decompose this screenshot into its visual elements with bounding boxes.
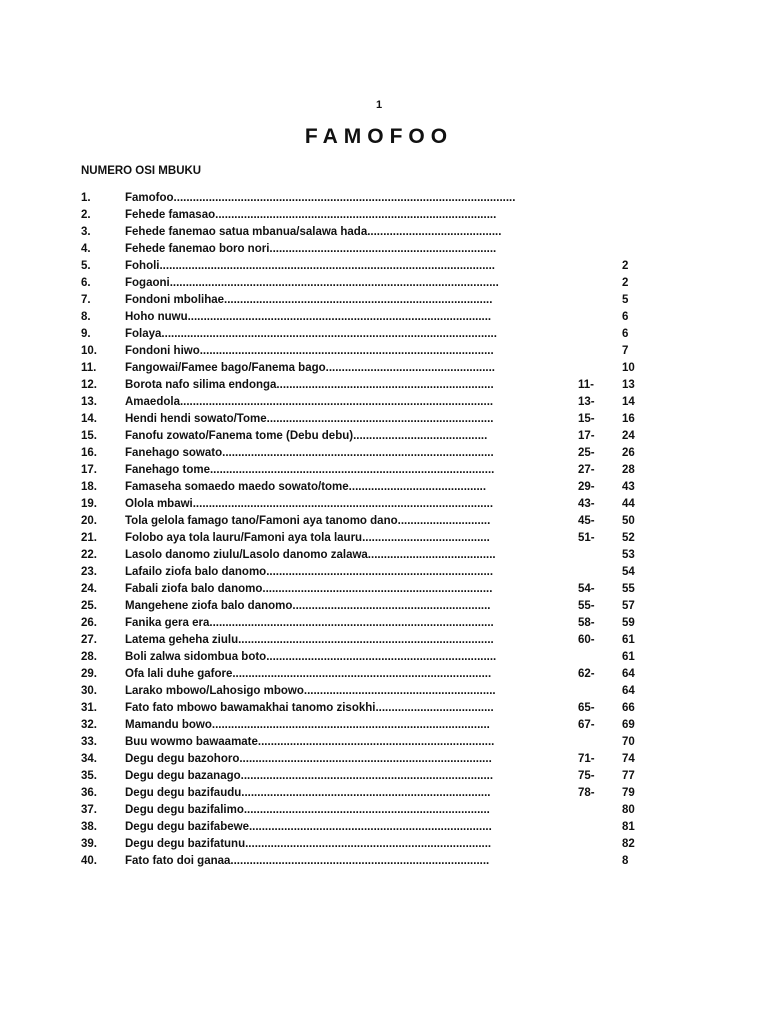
toc-entry-text: Tola gelola famago tano/Famoni aya tanomo dano............................. xyxy=(125,515,491,527)
toc-row xyxy=(0,768,768,785)
toc-number: 3. xyxy=(81,226,91,238)
toc-page-start: 13- xyxy=(578,396,595,408)
toc-entry-text: Lasolo danomo ziulu/Lasolo danomo zalawa........................................ xyxy=(125,549,496,561)
toc-row xyxy=(0,615,768,632)
toc-page-start: 71- xyxy=(578,753,595,765)
toc-entry-text: Ofa lali duhe gafore................................................................................. xyxy=(125,668,492,680)
toc-entry-text: Degu degu bazanago............................................................................... xyxy=(125,770,494,782)
toc-number: 14. xyxy=(81,413,97,425)
toc-entry-text: Hoho nuwu............................................................................................... xyxy=(125,311,492,323)
toc-entry-text: Hendi hendi sowato/Tome....................................................................... xyxy=(125,413,494,425)
toc-entry-text: Boli zalwa sidombua boto........................................................................ xyxy=(125,651,497,663)
toc-row xyxy=(0,530,768,547)
toc-number: 28. xyxy=(81,651,97,663)
toc-page-start: 60- xyxy=(578,634,595,646)
toc-page-end: 82 xyxy=(622,838,635,850)
toc-number: 22. xyxy=(81,549,97,561)
toc-row xyxy=(0,479,768,496)
toc-row xyxy=(0,785,768,802)
toc-page-start: 67- xyxy=(578,719,595,731)
toc-row xyxy=(0,207,768,224)
toc-page-end: 54 xyxy=(622,566,635,578)
toc-page-end: 2 xyxy=(622,260,629,272)
toc-number: 9. xyxy=(81,328,91,340)
toc-page-end: 77 xyxy=(622,770,635,782)
toc-page-end: 61 xyxy=(622,634,635,646)
toc-row xyxy=(0,853,768,870)
toc-page-end: 61 xyxy=(622,651,635,663)
table-of-contents xyxy=(0,190,768,870)
toc-page-start: 27- xyxy=(578,464,595,476)
toc-entry-text: Latema geheha ziulu................................................................................ xyxy=(125,634,494,646)
toc-page-end: 57 xyxy=(622,600,635,612)
toc-number: 29. xyxy=(81,668,97,680)
toc-row xyxy=(0,513,768,530)
toc-number: 17. xyxy=(81,464,97,476)
toc-page-end: 5 xyxy=(622,294,629,306)
toc-page-end: 16 xyxy=(622,413,635,425)
toc-row xyxy=(0,819,768,836)
toc-row xyxy=(0,360,768,377)
toc-row xyxy=(0,224,768,241)
toc-number: 35. xyxy=(81,770,97,782)
toc-entry-text: Olola mbawi.............................................................................................. xyxy=(125,498,494,510)
toc-entry-text: Folaya......................................................................................................... xyxy=(125,328,497,340)
toc-number: 40. xyxy=(81,855,97,867)
toc-entry-text: Buu wowmo bawaamate.......................................................................... xyxy=(125,736,495,748)
toc-entry-text: Lafailo ziofa balo danomo....................................................................... xyxy=(125,566,494,578)
toc-number: 2. xyxy=(81,209,91,221)
toc-entry-text: Fehede famasao........................................................................................ xyxy=(125,209,497,221)
toc-page-end: 6 xyxy=(622,311,629,323)
toc-row xyxy=(0,292,768,309)
toc-page-start: 51- xyxy=(578,532,595,544)
toc-page-end: 66 xyxy=(622,702,635,714)
toc-row xyxy=(0,666,768,683)
toc-row xyxy=(0,309,768,326)
toc-page-end: 26 xyxy=(622,447,635,459)
toc-row xyxy=(0,632,768,649)
toc-page-end: 50 xyxy=(622,515,635,527)
toc-page-end: 69 xyxy=(622,719,635,731)
toc-page-start: 15- xyxy=(578,413,595,425)
toc-number: 5. xyxy=(81,260,91,272)
toc-page-start: 65- xyxy=(578,702,595,714)
toc-row xyxy=(0,751,768,768)
toc-entry-text: Famofoo........................................................................................................... xyxy=(125,192,516,204)
toc-entry-text: Fanika gera era......................................................................................... xyxy=(125,617,494,629)
toc-page-end: 74 xyxy=(622,753,635,765)
toc-page-end: 44 xyxy=(622,498,635,510)
toc-row xyxy=(0,258,768,275)
toc-page-start: 29- xyxy=(578,481,595,493)
toc-number: 7. xyxy=(81,294,91,306)
toc-number: 27. xyxy=(81,634,97,646)
toc-entry-text: Fato fato mbowo bawamakhai tanomo zisokhi..................................... xyxy=(125,702,494,714)
toc-entry-text: Fondoni hiwo............................................................................................ xyxy=(125,345,494,357)
toc-entry-text: Fato fato doi ganaa................................................................................. xyxy=(125,855,490,867)
toc-page-start: 11- xyxy=(578,379,594,391)
toc-row xyxy=(0,836,768,853)
toc-row xyxy=(0,649,768,666)
toc-page-end: 52 xyxy=(622,532,635,544)
toc-entry-text: Degu degu bazohoro............................................................................... xyxy=(125,753,492,765)
toc-page-end: 43 xyxy=(622,481,635,493)
toc-entry-text: Fogaoni....................................................................................................... xyxy=(125,277,499,289)
toc-page-start: 75- xyxy=(578,770,595,782)
toc-row xyxy=(0,241,768,258)
toc-entry-text: Borota nafo silima endonga.................................................................... xyxy=(125,379,494,391)
toc-entry-text: Fanofu zowato/Fanema tome (Debu debu).......................................... xyxy=(125,430,488,442)
toc-entry-text: Folobo aya tola lauru/Famoni aya tola lauru........................................ xyxy=(125,532,490,544)
toc-number: 11. xyxy=(81,362,97,374)
toc-row xyxy=(0,190,768,207)
toc-page-end: 14 xyxy=(622,396,635,408)
toc-number: 36. xyxy=(81,787,97,799)
toc-row xyxy=(0,275,768,292)
toc-number: 26. xyxy=(81,617,97,629)
toc-entry-text: Degu degu bazifaudu.............................................................................. xyxy=(125,787,491,799)
toc-page-start: 43- xyxy=(578,498,595,510)
toc-page-start: 45- xyxy=(578,515,595,527)
toc-number: 37. xyxy=(81,804,97,816)
toc-page-start: 54- xyxy=(578,583,595,595)
toc-page-end: 24 xyxy=(622,430,635,442)
toc-page-end: 81 xyxy=(622,821,635,833)
toc-number: 30. xyxy=(81,685,97,697)
toc-entry-text: Degu degu bazifabewe............................................................................ xyxy=(125,821,492,833)
toc-entry-text: Fehede fanemao boro nori....................................................................... xyxy=(125,243,497,255)
toc-row xyxy=(0,445,768,462)
toc-number: 21. xyxy=(81,532,97,544)
toc-number: 25. xyxy=(81,600,97,612)
toc-page-start: 78- xyxy=(578,787,595,799)
toc-entry-text: Degu degu bazifatunu............................................................................. xyxy=(125,838,492,850)
toc-row xyxy=(0,581,768,598)
toc-entry-text: Mangehene ziofa balo danomo.............................................................. xyxy=(125,600,491,612)
toc-number: 4. xyxy=(81,243,91,255)
toc-page-end: 79 xyxy=(622,787,635,799)
toc-entry-text: Fanehago tome......................................................................................... xyxy=(125,464,495,476)
toc-page-end: 64 xyxy=(622,685,635,697)
toc-row xyxy=(0,462,768,479)
toc-entry-text: Degu degu bazifalimo............................................................................. xyxy=(125,804,490,816)
toc-row xyxy=(0,411,768,428)
toc-number: 15. xyxy=(81,430,97,442)
toc-number: 16. xyxy=(81,447,97,459)
toc-page-start: 58- xyxy=(578,617,595,629)
toc-row xyxy=(0,377,768,394)
toc-page-start: 55- xyxy=(578,600,595,612)
toc-number: 18. xyxy=(81,481,97,493)
toc-page-end: 13 xyxy=(622,379,635,391)
toc-entry-text: Fabali ziofa balo danomo........................................................................ xyxy=(125,583,493,595)
toc-entry-text: Fanehago sowato..................................................................................... xyxy=(125,447,494,459)
toc-row xyxy=(0,343,768,360)
toc-page-start: 17- xyxy=(578,430,595,442)
toc-row xyxy=(0,428,768,445)
toc-number: 39. xyxy=(81,838,97,850)
toc-number: 32. xyxy=(81,719,97,731)
toc-number: 24. xyxy=(81,583,97,595)
toc-entry-text: Amaedola.................................................................................................. xyxy=(125,396,494,408)
toc-number: 13. xyxy=(81,396,97,408)
page-title: FAMOFOO xyxy=(304,125,454,148)
toc-entry-text: Larako mbowo/Lahosigo mbowo............................................................ xyxy=(125,685,496,697)
toc-page-start: 62- xyxy=(578,668,595,680)
toc-number: 19. xyxy=(81,498,97,510)
toc-entry-text: Fondoni mbolihae.................................................................................... xyxy=(125,294,493,306)
toc-row xyxy=(0,326,768,343)
toc-number: 10. xyxy=(81,345,97,357)
toc-page-start: 25- xyxy=(578,447,595,459)
toc-entry-text: Mamandu bowo....................................................................................... xyxy=(125,719,490,731)
toc-page-end: 7 xyxy=(622,345,629,357)
toc-number: 38. xyxy=(81,821,97,833)
toc-page-end: 2 xyxy=(622,277,629,289)
toc-number: 34. xyxy=(81,753,97,765)
toc-row xyxy=(0,802,768,819)
toc-page-end: 70 xyxy=(622,736,635,748)
toc-page-end: 80 xyxy=(622,804,635,816)
toc-entry-text: Fehede fanemao satua mbanua/salawa hada.......................................... xyxy=(125,226,502,238)
toc-row xyxy=(0,717,768,734)
toc-entry-text: Fangowai/Famee bago/Fanema bago..................................................... xyxy=(125,362,495,374)
toc-row xyxy=(0,394,768,411)
page-number: 1 xyxy=(375,99,383,111)
toc-page-end: 28 xyxy=(622,464,635,476)
toc-entry-text: Famaseha somaedo maedo sowato/tome........................................... xyxy=(125,481,487,493)
toc-row xyxy=(0,496,768,513)
toc-number: 23. xyxy=(81,566,97,578)
toc-row xyxy=(0,547,768,564)
toc-row xyxy=(0,598,768,615)
toc-page-end: 64 xyxy=(622,668,635,680)
toc-number: 8. xyxy=(81,311,91,323)
toc-page-end: 53 xyxy=(622,549,635,561)
toc-page-end: 10 xyxy=(622,362,635,374)
toc-row xyxy=(0,700,768,717)
toc-row xyxy=(0,683,768,700)
toc-page-end: 6 xyxy=(622,328,629,340)
toc-number: 20. xyxy=(81,515,97,527)
toc-number: 6. xyxy=(81,277,91,289)
toc-row xyxy=(0,734,768,751)
toc-row xyxy=(0,564,768,581)
toc-page-end: 8 xyxy=(622,855,629,867)
toc-page-end: 59 xyxy=(622,617,635,629)
toc-entry-text: Foholi......................................................................................................... xyxy=(125,260,495,272)
toc-number: 12. xyxy=(81,379,97,391)
toc-page-end: 55 xyxy=(622,583,635,595)
toc-number: 1. xyxy=(81,192,91,204)
section-heading: NUMERO OSI MBUKU xyxy=(81,165,202,177)
toc-number: 33. xyxy=(81,736,97,748)
toc-number: 31. xyxy=(81,702,97,714)
